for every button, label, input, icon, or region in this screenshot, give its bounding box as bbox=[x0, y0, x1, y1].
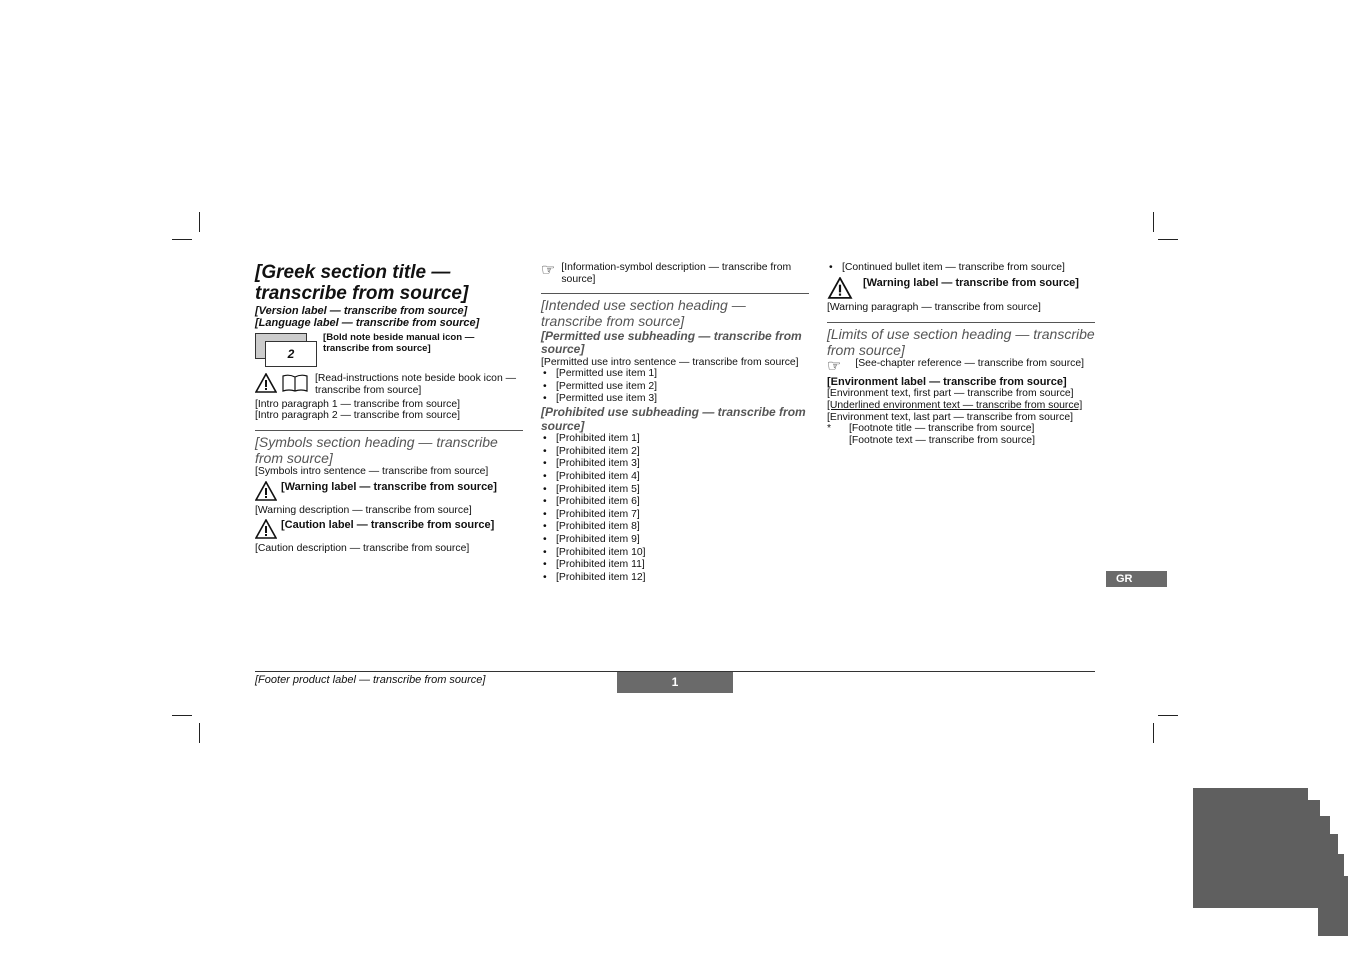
caution-text: [Caution description — transcribe from source] bbox=[255, 542, 470, 554]
warning-text: [Warning description — transcribe from source] bbox=[255, 504, 472, 516]
footnote-text: [Footnote text — transcribe from source] bbox=[849, 435, 1035, 447]
column-3 bbox=[827, 262, 1095, 447]
caution-block bbox=[255, 519, 523, 543]
list-item: • [Prohibited item 6] bbox=[541, 496, 809, 508]
list-item: • [Prohibited item 11] bbox=[541, 559, 809, 571]
crop-mark bbox=[1153, 723, 1154, 743]
manual-note: [Bold note beside manual icon — transcribe from source] bbox=[323, 332, 475, 354]
limits-heading: [Limits of use section heading — transcribe from source] bbox=[827, 325, 1095, 358]
symbols-intro: [Symbols intro sentence — transcribe from source] bbox=[255, 466, 489, 478]
warning-block bbox=[255, 481, 523, 505]
see-note: [See-chapter reference — transcribe from source] bbox=[855, 358, 1085, 370]
crop-mark bbox=[1158, 239, 1178, 240]
environment-text-underlined: [Underlined environment text — transcribe from source] bbox=[827, 400, 1083, 412]
crop-mark bbox=[172, 239, 192, 240]
language-label: [Language label — transcribe from source] bbox=[255, 316, 480, 329]
warning-triangle-icon bbox=[255, 519, 281, 543]
permitted-use-list bbox=[541, 368, 809, 405]
read-note: [Read-instructions note beside book icon — transcribe from source] bbox=[315, 373, 516, 396]
manual-note-block bbox=[255, 333, 523, 369]
info-block bbox=[541, 262, 809, 285]
symbols-heading: [Symbols section heading — transcribe from source] bbox=[255, 434, 498, 466]
list-item: • [Permitted use item 3] bbox=[541, 393, 809, 405]
prohibited-use-heading: [Prohibited use subheading — transcribe from source] bbox=[541, 405, 806, 433]
pointing-hand-icon: ☞ bbox=[541, 262, 556, 279]
list-item: • [Prohibited item 10] bbox=[541, 547, 809, 559]
environment-text-a: [Environment text, first part — transcribe from source] bbox=[827, 388, 1074, 400]
continued-list bbox=[827, 262, 1095, 274]
list-item: • [Prohibited item 7] bbox=[541, 509, 809, 521]
warning-text: [Warning paragraph — transcribe from source] bbox=[827, 302, 1041, 314]
column-2 bbox=[541, 262, 809, 585]
warning-title: [Warning label — transcribe from source] bbox=[863, 276, 1079, 289]
environment-text-b: [Environment text, last part — transcribe from source] bbox=[827, 411, 1074, 423]
warning-triangle-icon bbox=[827, 277, 863, 303]
section-divider bbox=[541, 293, 809, 294]
crop-mark bbox=[1158, 715, 1178, 716]
warning-block bbox=[827, 277, 1095, 303]
list-item: • [Continued bullet item — transcribe from source] bbox=[827, 262, 1095, 274]
list-item: • [Prohibited item 3] bbox=[541, 458, 809, 470]
version-label: [Version label — transcribe from source] bbox=[255, 304, 468, 317]
purpose-heading: [Intended use section heading — transcribe from source] bbox=[541, 297, 746, 329]
see-note-block bbox=[827, 358, 1095, 376]
crop-mark bbox=[1153, 212, 1154, 232]
environment-text bbox=[827, 388, 1095, 423]
footnote-mark: * bbox=[827, 423, 832, 435]
info-text: [Information-symbol description — transcribe from source] bbox=[561, 262, 792, 285]
list-item: • [Prohibited item 4] bbox=[541, 471, 809, 483]
page-title: [Greek section title — transcribe from source] bbox=[255, 262, 469, 305]
crop-mark bbox=[199, 723, 200, 743]
book-icon bbox=[281, 373, 315, 397]
list-item: • [Prohibited item 5] bbox=[541, 484, 809, 496]
read-note-block bbox=[255, 373, 523, 397]
list-item: • [Prohibited item 1] bbox=[541, 433, 809, 445]
pointing-hand-icon: ☞ bbox=[827, 358, 842, 376]
caution-title: [Caution label — transcribe from source] bbox=[281, 519, 495, 532]
environment-label: [Environment label — transcribe from source] bbox=[827, 376, 1067, 389]
list-item: • [Permitted use item 1] bbox=[541, 368, 809, 380]
manual-icon bbox=[255, 333, 317, 369]
crop-mark bbox=[199, 212, 200, 232]
language-tab: GR bbox=[1106, 571, 1167, 587]
section-divider bbox=[827, 322, 1095, 323]
list-item: • [Permitted use item 2] bbox=[541, 381, 809, 393]
permitted-use-heading: [Permitted use subheading — transcribe from source] bbox=[541, 328, 802, 357]
intro-paragraph-2: [Intro paragraph 2 — transcribe from source] bbox=[255, 410, 461, 422]
staircase-decoration bbox=[1193, 788, 1351, 936]
page-number: 1 bbox=[617, 672, 733, 693]
prohibited-use-list bbox=[541, 433, 809, 584]
list-item: • [Prohibited item 12] bbox=[541, 572, 809, 584]
intro-paragraph-1: [Intro paragraph 1 — transcribe from source] bbox=[255, 398, 461, 410]
warning-triangle-icon bbox=[255, 373, 281, 397]
list-item: • [Prohibited item 2] bbox=[541, 446, 809, 458]
list-item: • [Prohibited item 8] bbox=[541, 521, 809, 533]
warning-triangle-icon bbox=[255, 481, 281, 505]
manual-number: 2 bbox=[265, 341, 317, 367]
footer-product: [Footer product label — transcribe from source] bbox=[255, 674, 486, 686]
footnote-title: [Footnote title — transcribe from source] bbox=[849, 423, 1035, 435]
footnote-block bbox=[827, 423, 1095, 435]
list-item: • [Prohibited item 9] bbox=[541, 534, 809, 546]
permitted-use-intro: [Permitted use intro sentence — transcribe from source] bbox=[541, 356, 799, 368]
crop-mark bbox=[172, 715, 192, 716]
section-divider bbox=[255, 430, 523, 431]
column-1 bbox=[255, 262, 523, 555]
warning-title: [Warning label — transcribe from source] bbox=[281, 481, 497, 494]
